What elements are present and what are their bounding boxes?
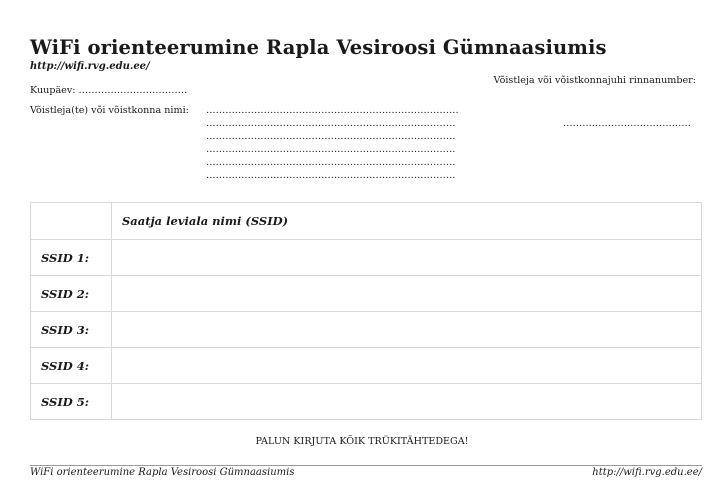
table-row <box>31 348 702 384</box>
ssid-row-label: SSID 4: <box>31 348 112 384</box>
ssid-entry-cell[interactable] <box>112 276 702 312</box>
name-field-line[interactable]: …………………………………………………………………… <box>206 170 456 181</box>
footer-divider <box>30 465 702 466</box>
ssid-table <box>30 202 702 420</box>
name-field-line[interactable]: …………………………………………………………………… <box>206 157 456 168</box>
ssid-row-label: SSID 2: <box>31 276 112 312</box>
footer-title: WiFi orienteerumine Rapla Vesiroosi Gümnaasiumis <box>30 467 295 478</box>
ssid-row-label: SSID 1: <box>31 240 112 276</box>
instruction-note: PALUN KIRJUTA KÕIK TRÜKITÄHTEDEGA! <box>255 436 469 447</box>
bib-number-label: Võistleja või võistkonnajuhi rinnanumber: <box>493 75 696 86</box>
name-field-line[interactable]: …………………………………………………………………… <box>206 118 456 129</box>
bib-number-field[interactable]: …………………………………. <box>563 118 691 129</box>
ssid-row-label: SSID 5: <box>31 384 112 420</box>
name-field-line[interactable]: …………………………………………………………………… <box>206 131 456 142</box>
ssid-entry-cell[interactable] <box>112 348 702 384</box>
table-row <box>31 312 702 348</box>
table-corner-cell <box>31 203 112 240</box>
page-title: WiFi orienteerumine Rapla Vesiroosi Gümnaasiumis <box>30 36 607 59</box>
ssid-column-header: Saatja leviala nimi (SSID) <box>112 203 702 240</box>
ssid-row-label: SSID 3: <box>31 312 112 348</box>
footer-url: http://wifi.rvg.edu.ee/ <box>592 467 702 478</box>
ssid-entry-cell[interactable] <box>112 240 702 276</box>
name-field-line[interactable]: ……………………………………………………………………. <box>206 105 459 116</box>
header-url: http://wifi.rvg.edu.ee/ <box>30 61 150 72</box>
table-row <box>31 276 702 312</box>
name-field-line[interactable]: …………………………………………………………………… <box>206 144 456 155</box>
date-field[interactable]: Kuupäev: ……………………………. <box>30 85 188 96</box>
table-header-row <box>31 203 702 240</box>
ssid-entry-cell[interactable] <box>112 312 702 348</box>
table-row <box>31 240 702 276</box>
ssid-entry-cell[interactable] <box>112 384 702 420</box>
name-label: Võistleja(te) või võistkonna nimi: <box>30 105 189 116</box>
table-row <box>31 384 702 420</box>
